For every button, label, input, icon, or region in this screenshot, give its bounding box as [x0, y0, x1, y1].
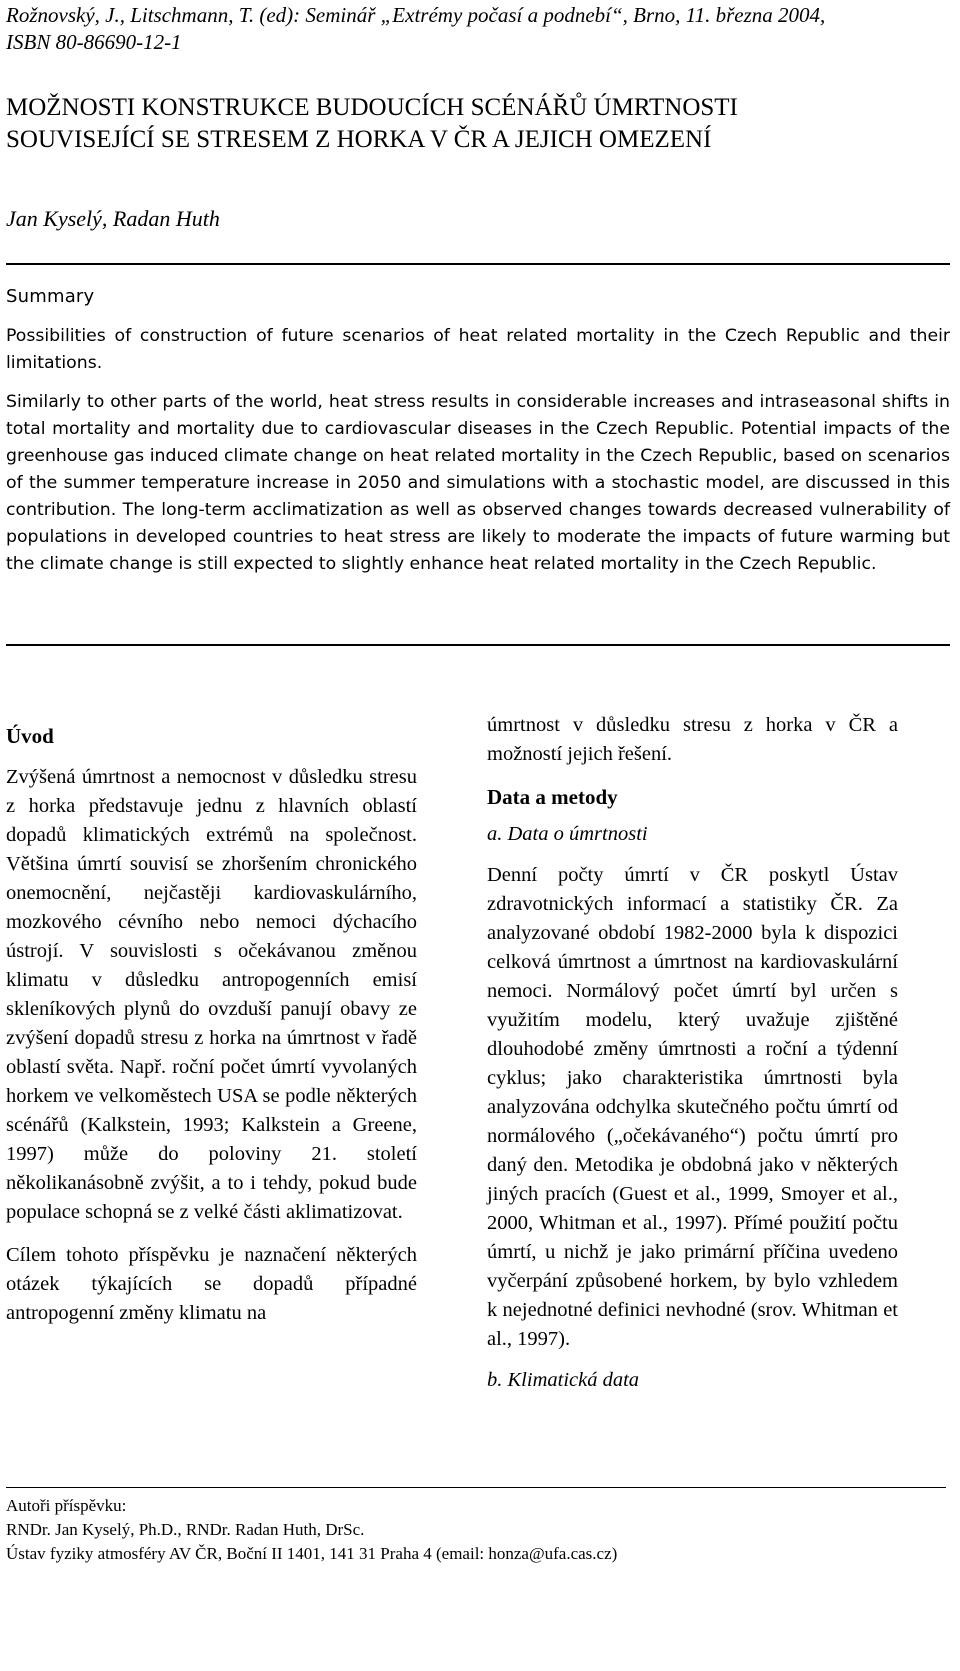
intro-continuation: úmrtnost v důsledku stresu z horka v ČR a možností jejich řešení.	[487, 714, 898, 765]
subheading-climate-data: b. Klimatická data	[487, 1369, 640, 1391]
footer-label: Autoři příspěvku:	[6, 1496, 127, 1515]
mortality-data-paragraph: Denní počty úmrtí v ČR poskytl Ústav zdravotnických informací a statistiky ČR. Za analyzované období 1982-2000 byla k dispozici celková úmrtnost a úmrtnost na kardiovaskulární nemoci. Normálový počet úmrtí byl určen s využitím modelu, který uvažuje zjištěné dlouhodobé změny úmrtnosti a roční a týdenní cyklus; jako charakteristika úmrtnosti byla analyzována odchylka skutečného počtu úmrtí od normálového („očekávaného“) počtu úmrtí pro daný den. Metodika je obdobná jako v některých jiných pracích (Guest et al., 1999, Smoyer et al., 2000, Whitman et al., 1997). Přímé použití počtu úmrtí, u nichž je jako primární příčina uvedeno vyčerpání způsobené horkem, by bylo vzhledem k nejednotné definici nevhodné (srov. Whitman et al., 1997).	[487, 864, 898, 1350]
summary-bottom-divider	[6, 644, 950, 646]
intro-paragraph-1: Zvýšená úmrtnost a nemocnost v důsledku stresu z horka představuje jednu z hlavních oblastí dopadů klimatických extrémů na společnost. Většina úmrtí souvisí se zhoršením chronického onemocnění, nejčastěji kardiovaskulárního, mozkového cévního nebo nemoci dýchacího ústrojí. V souvislosti s očekávanou změnou klimatu v důsledku antropogenních emisí skleníkových plynů do ovzduší panují obavy ze zvýšení dopadů stresu z horka na úmrtnost v řadě oblastí světa. Např. roční počet úmrtí vyvolaných horkem ve velkoměstech USA se podle některých scénářů (Kalkstein, 1993; Kalkstein a Greene, 1997) může do poloviny 21. století několikanásobně zvýšit, a to i tehdy, pokud bude populace schopná se z velké části aklimatizovat.	[6, 766, 417, 1223]
authors: Jan Kyselý, Radan Huth	[6, 206, 220, 231]
citation-line-1: Rožnovský, J., Litschmann, T. (ed): Seminář „Extrémy počasí a podnebí“, Brno, 11. března 2004,	[6, 3, 826, 27]
footer-names: RNDr. Jan Kyselý, Ph.D., RNDr. Radan Huth, DrSc.	[6, 1520, 365, 1539]
summary-body: Similarly to other parts of the world, heat stress results in considerable increases and intraseasonal shifts in total mortality and mortality due to cardiovascular diseases in the Czech Republic. Potential impacts of the greenhouse gas induced climate change on heat related mortality in the Czech Republic, based on scenarios of the summer temperature increase in 2050 and simulations with a stochastic model, are discussed in this contribution. The long-term acclimatization as well as observed changes towards decreased vulnerability of populations in developed countries to heat stress are likely to moderate the impacts of future warming but the climate change is still expected to slightly enhance heat related mortality in the Czech Republic.	[6, 392, 950, 574]
author-footnote	[6, 1494, 954, 1566]
section-heading-intro: Úvod	[6, 724, 54, 748]
right-column	[487, 711, 898, 1395]
citation-header	[6, 2, 954, 56]
subheading-mortality-data: a. Data o úmrtnosti	[487, 823, 648, 845]
intro-paragraph-2: Cílem tohoto příspěvku je naznačení některých otázek týkajících se dopadů případné antropogenní změny klimatu na	[6, 1244, 417, 1324]
footer-address: Ústav fyziky atmosféry AV ČR, Boční II 1401, 141 31 Praha 4 (email: honza@ufa.cas.cz)	[6, 1544, 618, 1563]
top-divider	[6, 263, 950, 265]
citation-line-2: ISBN 80-86690-12-1	[6, 30, 182, 54]
footer-divider	[6, 1487, 946, 1488]
title-line-2: SOUVISEJÍCÍ SE STRESEM Z HORKA V ČR A JEJICH OMEZENÍ	[6, 126, 712, 153]
summary-heading: Summary	[6, 286, 95, 307]
title-line-1: MOŽNOSTI KONSTRUKCE BUDOUCÍCH SCÉNÁŘŮ ÚMRTNOSTI	[6, 94, 738, 121]
left-column	[6, 722, 417, 1328]
section-heading-data-methods: Data a metody	[487, 785, 618, 809]
page-title	[6, 92, 954, 156]
summary-title: Possibilities of construction of future scenarios of heat related mortality in the Czech Republic and their limitations.	[6, 326, 950, 373]
